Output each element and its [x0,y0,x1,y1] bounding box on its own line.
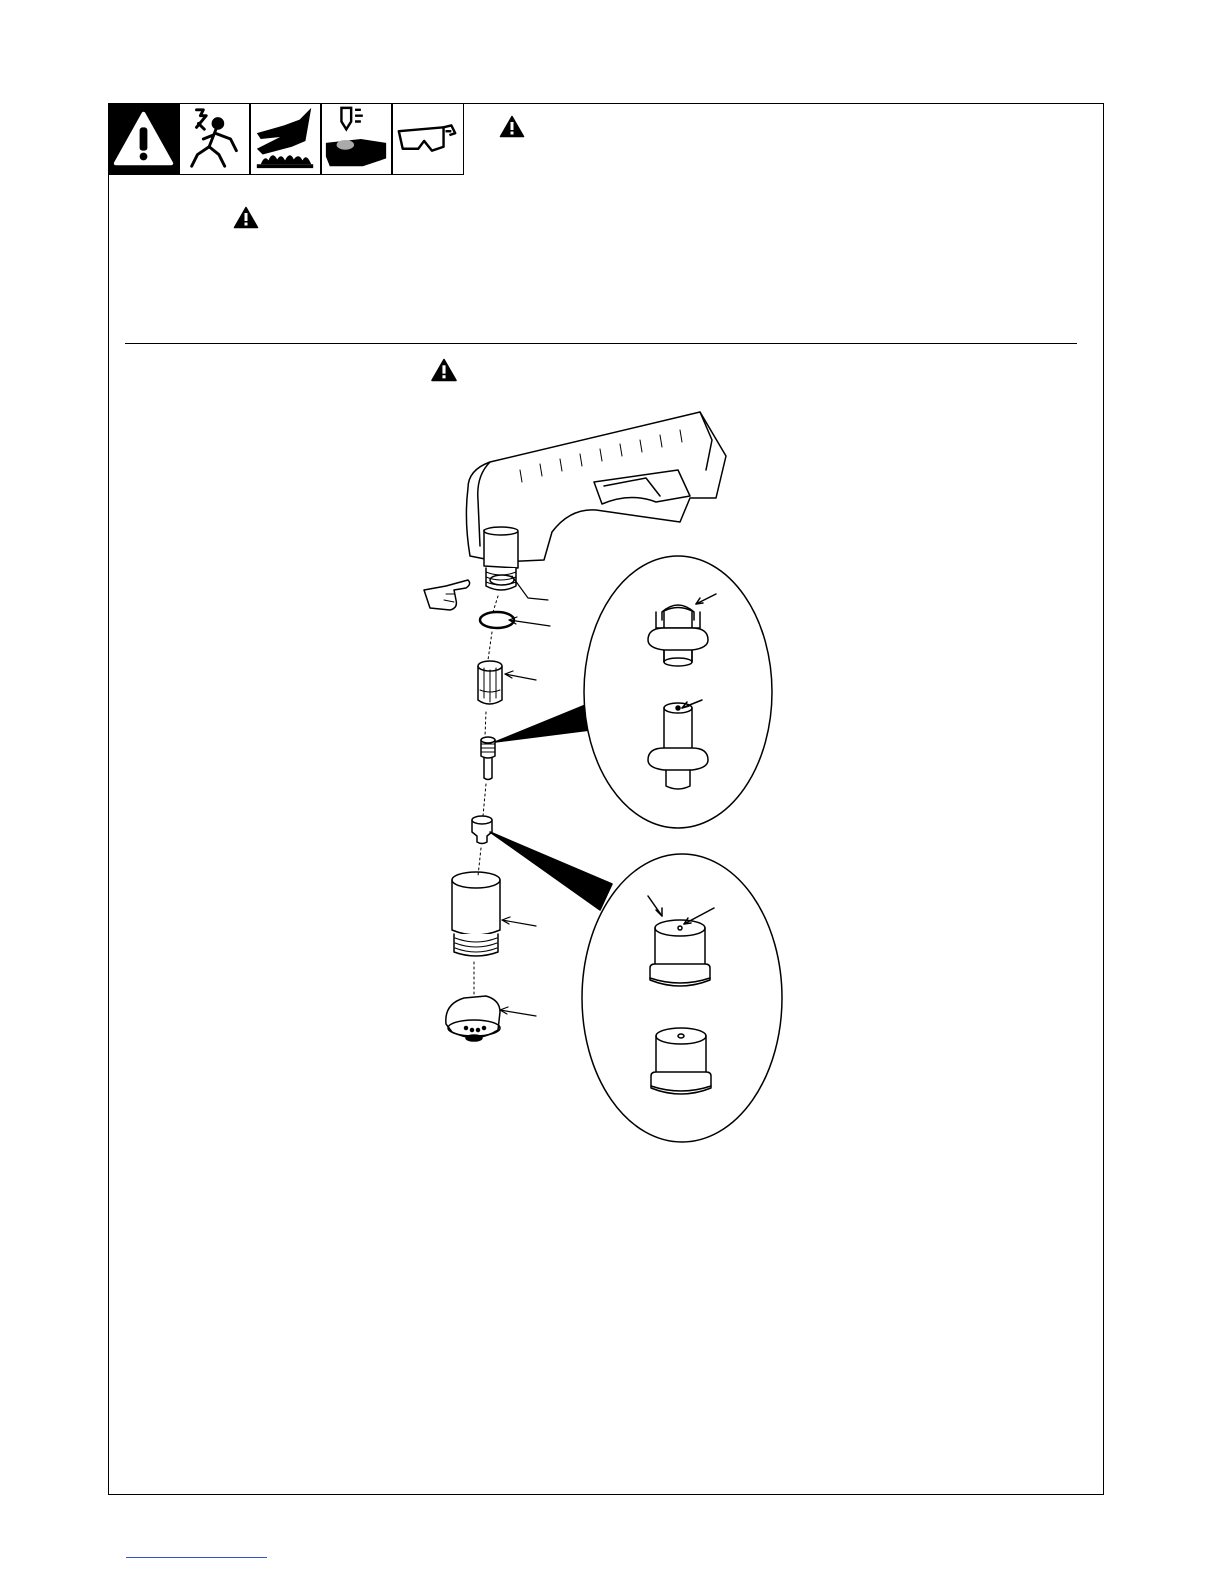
warning-heading-icon-3 [430,358,458,382]
electrode-detail-ellipse [584,556,772,828]
warning-heading-icon-1 [499,115,525,138]
electrode [481,737,495,780]
torch-exploded-diagram [400,400,800,1160]
retaining-cup [452,872,500,956]
tip-detail-ellipse [582,854,782,1142]
zoom-cone-tip [490,832,612,910]
shield-cup [446,996,500,1041]
zoom-cone-electrode [495,704,590,742]
arc-rays-hand-icon [321,103,392,175]
warning-triangle-icon [108,103,179,175]
swirl-ring [478,661,502,704]
safety-glasses-icon [392,103,464,175]
footer-link-underline[interactable] [126,1557,267,1558]
leader-lines [500,576,550,1016]
pointing-hand-icon [424,580,470,610]
cutting-tip [472,816,492,844]
torch-head [484,527,518,590]
warning-heading-icon-2 [233,206,259,229]
hot-parts-burn-icon [250,103,321,175]
section-divider [125,343,1077,344]
electric-shock-icon [179,103,250,175]
